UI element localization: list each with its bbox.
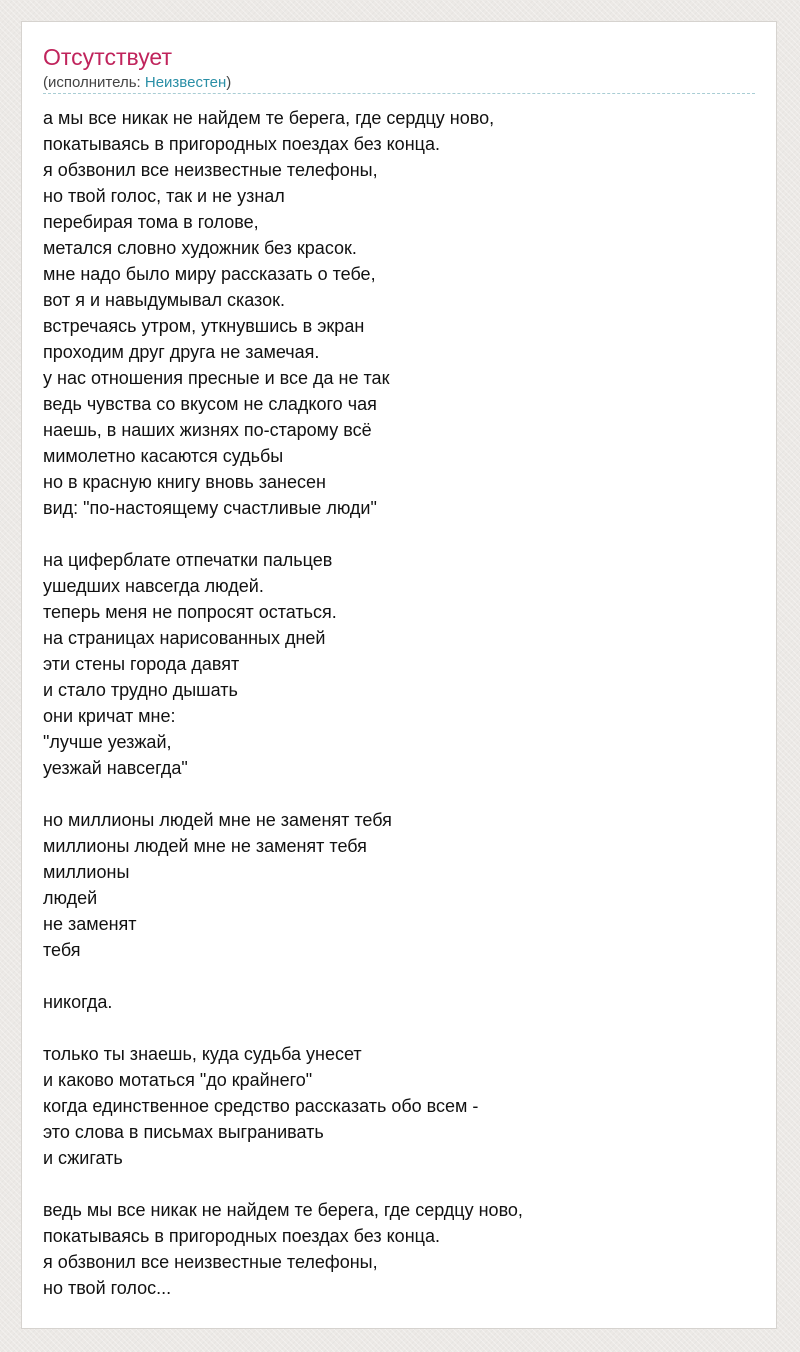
- lyrics-line: ведь мы все никак не найдем те берега, где сердцу ново,: [43, 1200, 523, 1220]
- lyrics-line: проходим друг друга не замечая.: [43, 342, 320, 362]
- lyrics-line: только ты знаешь, куда судьба унесет: [43, 1044, 362, 1064]
- lyrics-line: эти стены города давят: [43, 654, 240, 674]
- lyrics-stanza: [43, 1041, 755, 1171]
- lyrics-line: вид: "по-настоящему счастливые люди": [43, 498, 377, 518]
- lyrics-line: уезжай навсегда": [43, 758, 188, 778]
- lyrics-line: мимолетно касаются судьбы: [43, 446, 284, 466]
- lyrics-line: и каково мотаться "до крайнего": [43, 1070, 313, 1090]
- lyrics-line: но твой голос, так и не узнал: [43, 186, 285, 206]
- lyrics-line: "лучше уезжай,: [43, 732, 172, 752]
- lyrics-line: и стало трудно дышать: [43, 680, 238, 700]
- artist-line: [43, 73, 231, 93]
- lyrics-line: миллионы: [43, 862, 130, 882]
- lyrics-line: перебирая тома в голове,: [43, 212, 259, 232]
- lyrics-line: но в красную книгу вновь занесен: [43, 472, 326, 492]
- lyrics-line: метался словно художник без красок.: [43, 238, 357, 258]
- lyrics-line: мне надо было миру рассказать о тебе,: [43, 264, 376, 284]
- lyrics-stanza: [43, 547, 755, 781]
- artist-link[interactable]: Неизвестен: [144, 74, 227, 91]
- lyrics-line: покатываясь в пригородных поездах без конца.: [43, 134, 440, 154]
- lyrics-stanza: [43, 807, 755, 963]
- lyrics-line: вот я и навыдумывал сказок.: [43, 290, 285, 310]
- lyrics-line: никогда.: [43, 992, 113, 1012]
- lyrics-line: встречаясь утром, уткнувшись в экран: [43, 316, 365, 336]
- lyrics-line: но миллионы людей мне не заменят тебя: [43, 810, 392, 830]
- lyrics-text: [43, 105, 755, 1327]
- lyrics-line: а мы все никак не найдем те берега, где сердцу ново,: [43, 108, 495, 128]
- artist-suffix: ): [226, 74, 232, 91]
- lyrics-line: у нас отношения пресные и все да не так: [43, 368, 390, 388]
- lyrics-line: людей: [43, 888, 98, 908]
- lyrics-line: на страницах нарисованных дней: [43, 628, 326, 648]
- lyrics-line: покатываясь в пригородных поездах без конца.: [43, 1226, 440, 1246]
- lyrics-line: я обзвонил все неизвестные телефоны,: [43, 1252, 378, 1272]
- lyrics-line: это слова в письмах выгранивать: [43, 1122, 324, 1142]
- lyrics-line: ведь чувства со вкусом не сладкого чая: [43, 394, 377, 414]
- lyrics-line: миллионы людей мне не заменят тебя: [43, 836, 367, 856]
- divider: [43, 93, 755, 94]
- lyrics-stanza: [43, 1197, 755, 1301]
- lyrics-line: и сжигать: [43, 1148, 123, 1168]
- lyrics-line: наешь, в наших жизнях по-старому всё: [43, 420, 372, 440]
- artist-prefix: (исполнитель:: [43, 74, 145, 91]
- lyrics-line: но твой голос...: [43, 1278, 172, 1298]
- lyrics-stanza: [43, 105, 755, 521]
- lyrics-line: на циферблате отпечатки пальцев: [43, 550, 333, 570]
- lyrics-card: [21, 21, 777, 1329]
- lyrics-line: ушедших навсегда людей.: [43, 576, 264, 596]
- lyrics-line: они кричат мне:: [43, 706, 176, 726]
- song-title: Отсутствует: [43, 44, 172, 70]
- lyrics-stanza: [43, 989, 755, 1015]
- lyrics-line: я обзвонил все неизвестные телефоны,: [43, 160, 378, 180]
- lyrics-line: тебя: [43, 940, 81, 960]
- lyrics-line: не заменят: [43, 914, 137, 934]
- lyrics-line: когда единственное средство рассказать обо всем -: [43, 1096, 479, 1116]
- lyrics-line: теперь меня не попросят остаться.: [43, 602, 337, 622]
